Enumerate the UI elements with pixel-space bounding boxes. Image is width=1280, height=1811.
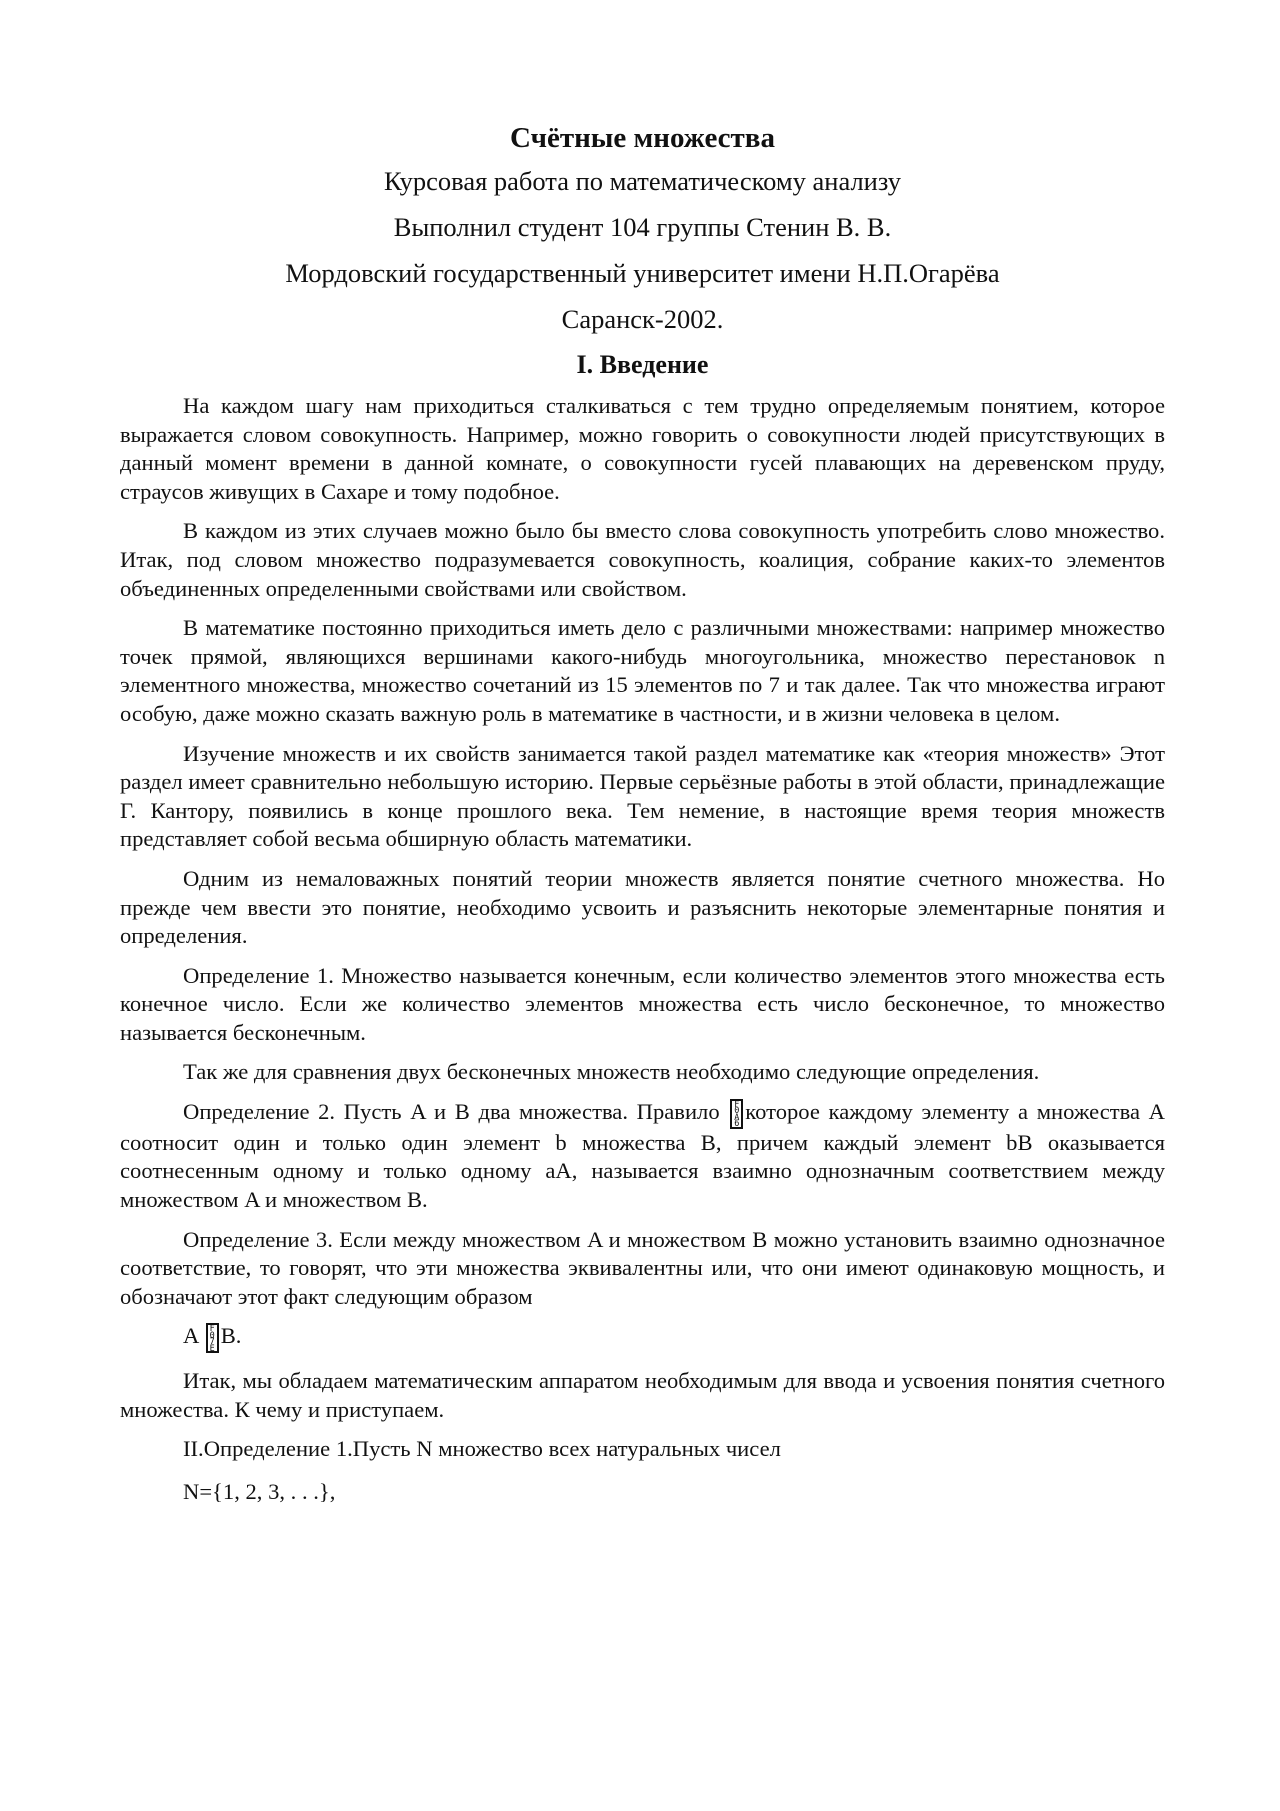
paragraph: Одним из немаловажных понятий теории множеств является понятие счетного множества. Но прежде чем ввести это понятие, необходимо усвоить и разъяснить некоторые элементарные понятия и определения. [120, 865, 1165, 949]
paragraph: Итак, мы обладаем математическим аппаратом необходимым для ввода и усвоения понятия счетного множества. К чему и приступаем. [120, 1368, 1165, 1422]
section-heading-introduction: I. Введение [576, 350, 709, 379]
page-content [120, 118, 1165, 1521]
document-title: Счётные множества [510, 122, 775, 154]
definition-1-paragraph: Определение 1. Множество называется конечным, если количество элементов этого множества есть конечное число. Если же количество элементов множества есть число бесконечное, то множество называется бесконечным. [120, 962, 1165, 1045]
paragraph: Так же для сравнения двух бесконечных множеств необходимо следующие определения. [183, 1059, 1040, 1085]
definition-2-text-end: которое каждому элементу a множества A соотносит один и только один элемент b множества B, причем каждый элемент bB оказывается соотнесенным одному и только одному aA, называется взаимно однозначным соответствием между множеством A и множеством B. [120, 1099, 1165, 1213]
natural-numbers-set-line: N={1, 2, 3, . . .}, [183, 1479, 336, 1505]
definition-3-paragraph: Определение 3. Если между множеством A и множеством B можно установить взаимно однозначное соответствие, то говорят, что эти множества эквивалентны или, что они имеют одинаковую мощность, и обозначают этот факт следующим образом [120, 1226, 1165, 1309]
missing-glyph-icon: F0A6 [730, 1099, 743, 1129]
paragraph: В каждом из этих случаев можно было бы вместо слова совокупность употребить слово множество. Итак, под словом множество подразумевается совокупность, коалиция, собрание каких-то элементов объединенных определенными свойствами или свойством. [120, 518, 1165, 601]
course-line: Курсовая работа по математическому анализу [383, 166, 902, 196]
countable-definition-line: II.Определение 1.Пусть N множество всех натуральных чисел [183, 1436, 781, 1462]
author-line: Выполнил студент 104 группы Стенин В. В. [393, 212, 892, 242]
formula-right: B. [220, 1323, 242, 1349]
definition-2-paragraph [120, 1098, 1165, 1215]
formula-left: A [183, 1323, 204, 1349]
equivalence-formula [183, 1322, 1165, 1353]
paragraph: В математике постоянно приходиться иметь дело с различными множествами: например множество точек прямой, являющихся вершинами какого-нибудь многоугольника, множество перестановок n элементного множества, множество сочетаний из 15 элементов по 7 и так далее. Так что множества играют особую, даже можно сказать важную роль в математике в частности, и в жизни человека в целом. [120, 615, 1165, 726]
paragraph: На каждом шагу нам приходиться сталкиваться с тем трудно определяемым понятием, которое выражается словом совокупность. Например, можно говорить о совокупности людей присутствующих в данный момент времени в данной комнате, о совокупности гусей плавающих на деревенском пруду, страусов живущих в Сахаре и тому подобное. [120, 393, 1165, 504]
definition-2-text-start: Определение 2. Пусть A и B два множества. Правило [183, 1099, 729, 1125]
city-year-line: Саранск-2002. [561, 304, 724, 334]
paragraph: Изучение множеств и их свойств занимается такой раздел математике как «теория множеств» Этот раздел имеет сравнительно небольшую историю. Первые серьёзные работы в этой области, принадлежащие Г. Кантору, появились в конце прошлого века. Тем немение, в настоящие время теория множеств представляет собой весьма обширную область математики. [120, 740, 1165, 852]
missing-glyph-icon: F07E [206, 1323, 219, 1353]
university-line: Мордовский государственный университет имени Н.П.Огарёва [285, 258, 1000, 288]
